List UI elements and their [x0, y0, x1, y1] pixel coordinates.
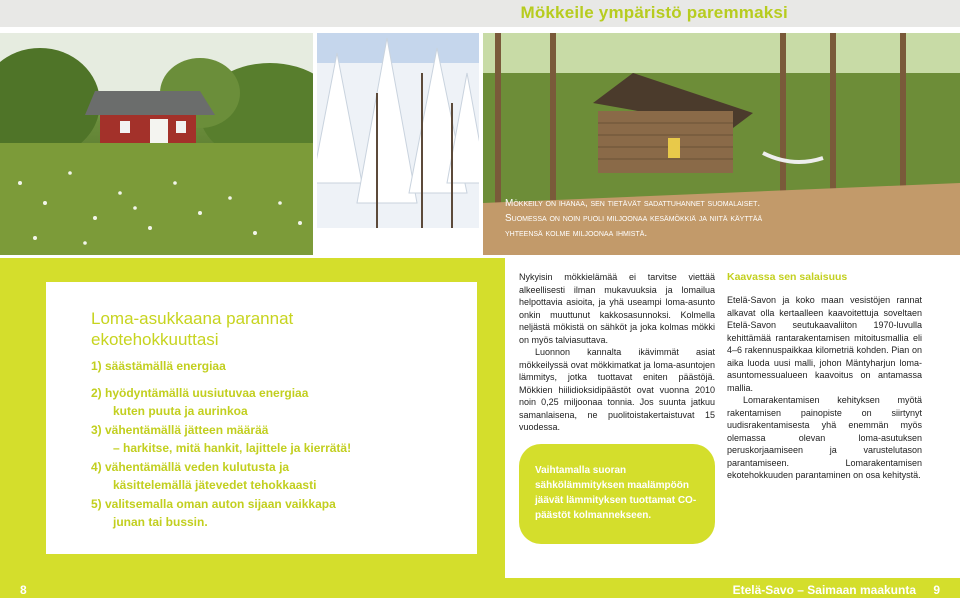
winter-forest-illustration [317, 33, 479, 255]
right-column [727, 294, 922, 482]
page-number-left: 8 [20, 583, 27, 597]
tips-item-1-text: 1) säästämällä energiaa [91, 359, 226, 373]
cabin-caption-line-2: Suomessa on noin puoli miljoonaa kesämökkiä ja niitä käyttää [505, 213, 763, 224]
top-band [0, 0, 960, 27]
tips-list-item [91, 495, 421, 532]
right-paragraph-1: Etelä-Savon ja koko maan vesistöjen rannat alkavat olla kertaalleen kaavoitettuja soveltaen Etelä-Savon seutukaavaliiton 1970-luvulla kehittämää rantarakentamisen mitoitusmallia eli 4–6 rakennuspaikkaa kilometriä kohden. Pian on aika luoda uusi malli, johon Mäntyharjun loma-asuntomessualueen kaavoitus on antamassa mallia. [727, 295, 922, 393]
middle-paragraph-1: Nykyisin mökkielämää ei tarvitse viettää alkeellisesti ilman mukavuuksia ja lomailua helpottavia asioita, ja yhä useampi loma-asunto onkin muuttunut kakkosasunnoksi. Kolmella neljästä mökistä on sähköt ja joka kolmas mökki on myös talviasuttava. [519, 272, 715, 345]
tips-box-title [91, 308, 391, 350]
tips-item-3-subtext: – harkitse, mitä hankit, lajittele ja kierrätä! [113, 441, 352, 455]
tips-item-5-text: 5) valitsemalla oman auton sijaan vaikkapa [91, 496, 336, 511]
tips-box-title-line-2: ekotehokkuuttasi [91, 330, 219, 349]
tips-box-title-line-1: Loma-asukkaana parannat [91, 309, 294, 328]
page-title: Mökkeile ympäristö paremmaksi [520, 3, 788, 22]
tips-item-4-text: 4) vähentämällä veden kulutusta ja [91, 459, 290, 474]
cabin-caption-line-3: yhteensä kolme miljoonaa ihmistä. [505, 228, 648, 239]
middle-paragraph-2: Luonnon kannalta ikävimmät asiat mökkeilyssä ovat mökkimatkat ja loma-asuntojen lämmitys, jotka tuottavat eniten päästöjä. Mökkien hiilidioksidipäästöt ovat vuonna 2010 noin 0,25 miljoonaa tonnia. Jos suunta jatkuu samanlaisena, ne puolitoistakertaistuvat 15 vuodessa. [519, 347, 715, 432]
tips-list-item [91, 458, 421, 495]
tips-item-2-text: 2) hyödyntämällä uusiutuvaa energiaa [91, 385, 309, 400]
tips-list-item [91, 384, 421, 421]
tips-item-5-subtext: junan tai bussin. [113, 515, 208, 529]
house-photo-illustration [0, 33, 313, 255]
cabin-caption [505, 196, 885, 241]
middle-column [519, 271, 715, 434]
winter-forest-photo [317, 33, 479, 255]
tips-list-item [91, 421, 421, 458]
house-photo [0, 33, 313, 255]
right-column-title: Kaavassa sen salaisuus [727, 271, 848, 283]
tips-item-2-subtext: kuten puuta ja aurinkoa [113, 404, 248, 418]
page-number-right: 9 [933, 583, 940, 597]
highlight-text: Vaihtamalla suoran sähkölämmityksen maalämpöön jäävät lämmityksen tuottamat CO-päästöt kolmannekseen. [535, 465, 697, 521]
tips-list-item [91, 357, 421, 376]
tips-item-3-text: 3) vähentämällä jätteen määrää [91, 422, 269, 437]
right-paragraph-2: Lomarakentamisen kehityksen myötä rakentamisen painopiste on siirtynyt uudisrakentamisesta yhä enemmän myös olemassa olevan loma-asutuksen peruskorjaamiseen ja varustelutason parantamiseen. Lomarakentamisen ekotehokkuuden parantaminen on osa kehitystä. [727, 395, 922, 480]
cabin-caption-line-1: Mökkeily on ihanaa, sen tietävät sadattuhannet suomalaiset. [505, 198, 761, 209]
footer-title: Etelä-Savo – Saimaan maakunta [732, 583, 916, 597]
tips-item-4-subtext: käsittelemällä jätevedet tehokkaasti [113, 478, 317, 492]
tips-list [91, 357, 421, 532]
